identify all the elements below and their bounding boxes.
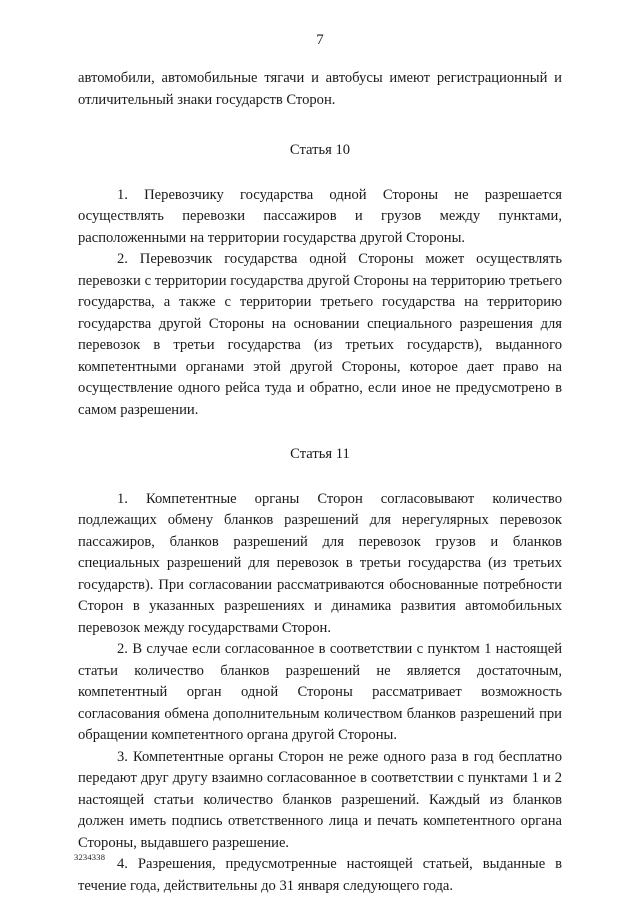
article-10-paragraph-2: 2. Перевозчик государства одной Стороны может осуществлять перевозки с территории государства другой Стороны на территорию третьего государства, а также с территории третьего государства на территорию государства другой Стороны на основании специального разрешения для перевозок в третьи государства (из третьих государств), выданного компетентными органами этой другой Стороны, которое дает право на осуществление одного рейса туда и обратно, если иное не предусмотрено в самом разрешении. [78,251,562,418]
article-11-heading: Статья 11 [290,446,350,462]
page-number: 7 [316,32,324,48]
article-10-heading: Статья 10 [289,142,351,158]
article-11-paragraph-1: 1. Компетентные органы Сторон согласовывают количество подлежащих обмену бланков разрешений для нерегулярных перевозок пассажиров, бланков разрешений для перевозок грузов и бланков специальных разрешений для перевозок в третьи государства (из третьих государств). При согласовании рассматриваются обоснованные потребности Сторон в указанных разрешениях и динамика развития автомобильных перевозок между государствами Сторон. [78,490,562,636]
document-code: 3234338 [74,852,106,862]
article-10-paragraph-1: 1. Перевозчику государства одной Стороны не разрешается осуществлять перевозки пассажиров и грузов между пунктами, расположенными на территории государства другой Стороны. [78,186,562,246]
article-11-paragraph-4: 4. Разрешения, предусмотренные настоящей статьей, выданные в течение года, действительны до 31 января следующего года. [78,856,562,894]
article-11 [78,444,562,897]
document-body [78,68,562,897]
intro-paragraph: автомобили, автомобильные тягачи и автобусы имеют регистрационный и отличительный знаки государств Сторон. [78,70,562,108]
article-11-paragraph-3: 3. Компетентные органы Сторон не реже одного раза в год бесплатно передают друг другу взаимно согласованное в соответствии с пунктами 1 и 2 настоящей статьи количество бланков разрешений. Каждый из бланков должен иметь подпись ответственного лица и печать компетентного органа Стороны, выдавшего разрешение. [78,748,562,851]
article-10 [78,140,562,421]
article-11-paragraph-2: 2. В случае если согласованное в соответствии с пунктом 1 настоящей статьи количество бланков разрешений не является достаточным, компетентный орган одной Стороны рассматривает возможность согласования обмена дополнительным количеством бланков разрешений при обращении компетентного органа другой Стороны. [78,641,562,743]
